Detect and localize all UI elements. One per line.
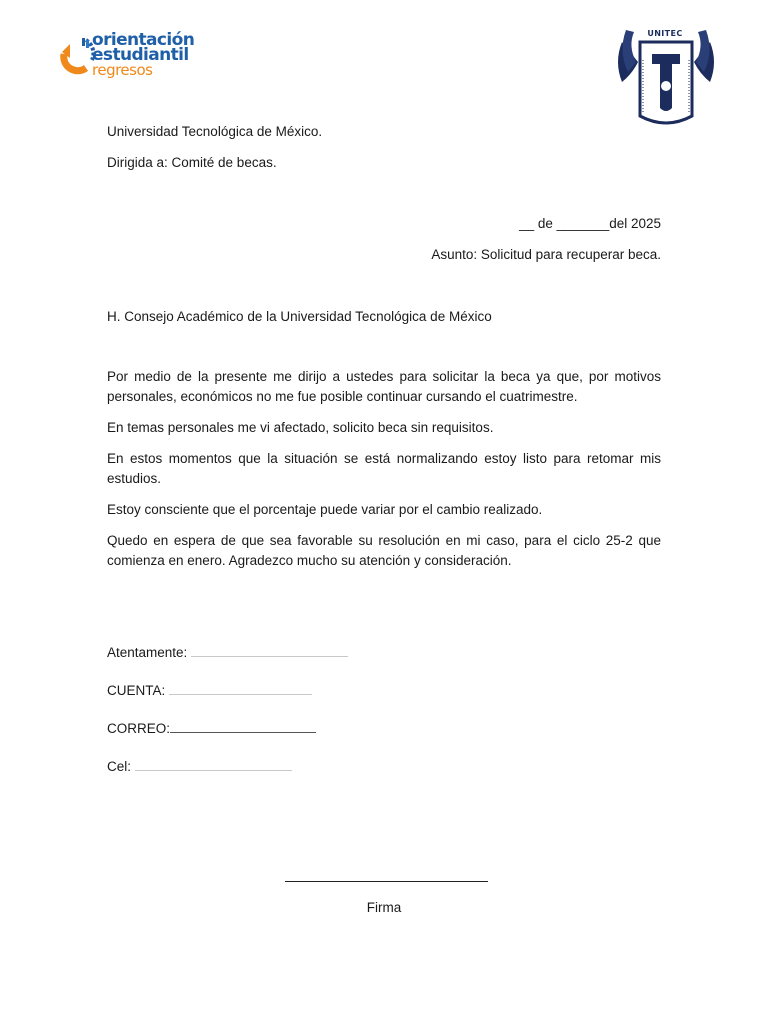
institution-line: Universidad Tecnológica de México. [107,124,323,139]
logo-line-regresos: regresos [92,61,153,79]
addressee-line: Dirigida a: Comité de becas. [107,155,277,170]
correo-label: CORREO: [107,721,171,736]
signature-label: Firma [366,900,402,915]
subject-line: Asunto: Solicitud para recuperar beca. [431,247,661,262]
logo-line-orientacion: orientación [92,30,195,50]
cel-label: Cel: [107,759,132,774]
body-paragraph: Por medio de la presente me dirijo a ustedes para solicitar la beca ya que, por motivos personales, económicos no me fue posible continuar cursando el cuatrimestre. [107,369,661,404]
circular-arrows-icon [56,30,96,84]
atentamente-label: Atentamente: [107,645,188,660]
date-line: __ de _______del 2025 [519,216,661,231]
cuenta-label: CUENTA: [107,683,166,698]
cuenta-field[interactable] [107,681,312,701]
cuenta-blank[interactable] [169,681,312,695]
salutation-line: H. Consejo Académico de la Universidad Tecnológica de México [107,309,492,324]
body-paragraph: Quedo en espera de que sea favorable su resolución en mi caso, para el ciclo 25-2 que comienza en enero. Agradezco mucho su atención y consideración. [107,533,661,568]
atentamente-blank[interactable] [191,643,348,657]
orientacion-estudiantil-logo [56,30,211,84]
signature-line[interactable] [285,881,488,882]
seal-text: UNITEC [647,29,683,38]
correo-field[interactable] [107,719,316,739]
correo-blank[interactable] [170,719,316,733]
body-paragraph: En estos momentos que la situación se está normalizando estoy listo para retomar mis estudios. [107,451,661,486]
cel-field[interactable] [107,757,292,777]
atentamente-field[interactable] [107,643,348,663]
logo-line-estudiantil: estudiantil [92,45,189,65]
body-paragraph: En temas personales me vi afectado, solicito beca sin requisitos. [107,420,494,435]
unitec-seal-logo [612,12,720,132]
cel-blank[interactable] [135,757,292,771]
body-paragraph: Estoy consciente que el porcentaje puede variar por el cambio realizado. [107,502,543,517]
